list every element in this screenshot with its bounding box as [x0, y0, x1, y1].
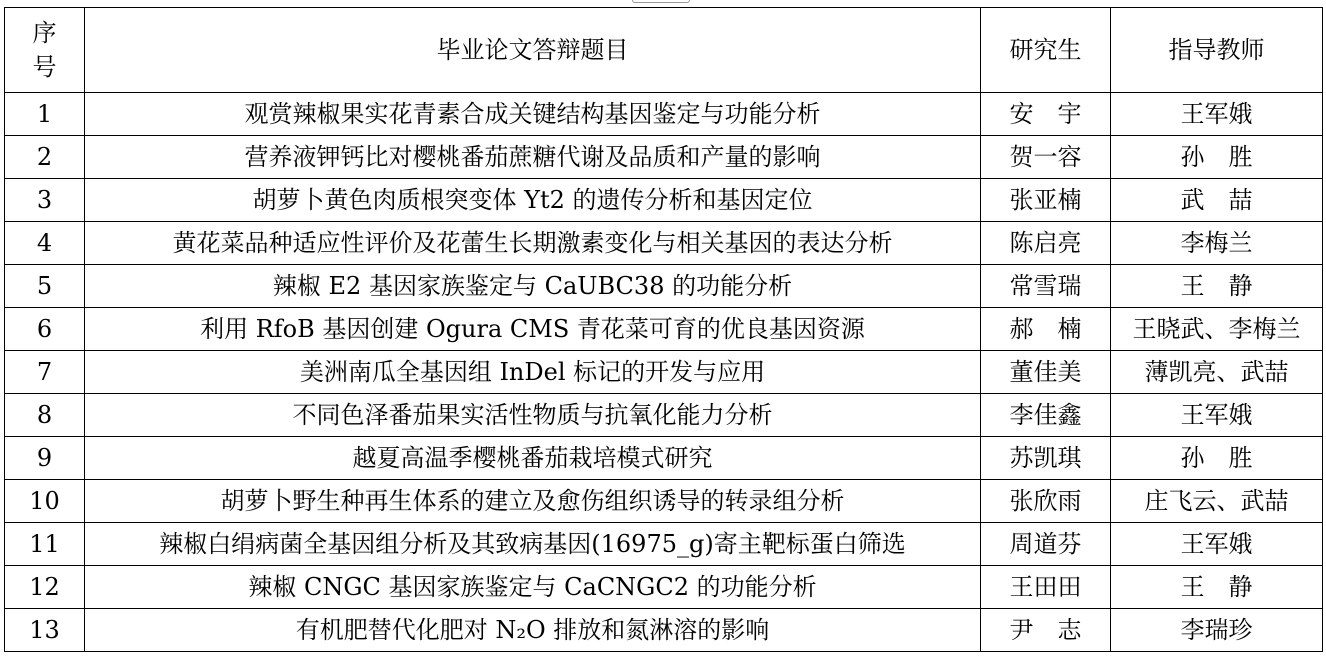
row-number: 12 [5, 566, 85, 609]
thesis-title: 辣椒 E2 基因家族鉴定与 CaUBC38 的功能分析 [85, 265, 981, 308]
thesis-title: 辣椒 CNGC 基因家族鉴定与 CaCNGC2 的功能分析 [85, 566, 981, 609]
thesis-title: 黄花菜品种适应性评价及花蕾生长期激素变化与相关基因的表达分析 [85, 222, 981, 265]
window-tab-handle [632, 0, 690, 3]
student-name: 周道芬 [981, 523, 1111, 566]
thesis-title: 不同色泽番茄果实活性物质与抗氧化能力分析 [85, 394, 981, 437]
advisor-name: 武 喆 [1111, 179, 1323, 222]
table-row [5, 351, 1323, 394]
row-number: 5 [5, 265, 85, 308]
student-name: 陈启亮 [981, 222, 1111, 265]
student-name: 张亚楠 [981, 179, 1111, 222]
row-number: 13 [5, 609, 85, 652]
table-row [5, 265, 1323, 308]
row-number: 9 [5, 437, 85, 480]
row-number: 1 [5, 93, 85, 136]
student-name: 安 宇 [981, 93, 1111, 136]
row-number: 2 [5, 136, 85, 179]
student-name: 尹 志 [981, 609, 1111, 652]
thesis-title: 胡萝卜黄色肉质根突变体 Yt2 的遗传分析和基因定位 [85, 179, 981, 222]
student-name: 郝 楠 [981, 308, 1111, 351]
advisor-name: 王军娥 [1111, 93, 1323, 136]
advisor-name: 王军娥 [1111, 523, 1323, 566]
header-student: 研究生 [981, 8, 1111, 93]
row-number: 4 [5, 222, 85, 265]
thesis-title: 利用 RfoB 基因创建 Ogura CMS 青花菜可育的优良基因资源 [85, 308, 981, 351]
student-name: 李佳鑫 [981, 394, 1111, 437]
header-title: 毕业论文答辩题目 [85, 8, 981, 93]
advisor-name: 王 静 [1111, 265, 1323, 308]
thesis-title: 营养液钾钙比对樱桃番茄蔗糖代谢及品质和产量的影响 [85, 136, 981, 179]
student-name: 王田田 [981, 566, 1111, 609]
advisor-name: 李瑞珍 [1111, 609, 1323, 652]
thesis-title: 美洲南瓜全基因组 InDel 标记的开发与应用 [85, 351, 981, 394]
header-number: 序号 [5, 8, 85, 93]
advisor-name: 王晓武、李梅兰 [1111, 308, 1323, 351]
student-name: 董佳美 [981, 351, 1111, 394]
row-number: 11 [5, 523, 85, 566]
table-row [5, 437, 1323, 480]
row-number: 3 [5, 179, 85, 222]
table-row [5, 93, 1323, 136]
table-row [5, 136, 1323, 179]
advisor-name: 王军娥 [1111, 394, 1323, 437]
thesis-defense-table [4, 7, 1323, 652]
row-number: 10 [5, 480, 85, 523]
student-name: 苏凯琪 [981, 437, 1111, 480]
table-header-row [5, 8, 1323, 93]
advisor-name: 孙 胜 [1111, 136, 1323, 179]
advisor-name: 孙 胜 [1111, 437, 1323, 480]
advisor-name: 薄凯亮、武喆 [1111, 351, 1323, 394]
thesis-title: 辣椒白绢病菌全基因组分析及其致病基因(16975_g)寄主靶标蛋白筛选 [85, 523, 981, 566]
row-number: 8 [5, 394, 85, 437]
table-row [5, 523, 1323, 566]
thesis-title: 胡萝卜野生种再生体系的建立及愈伤组织诱导的转录组分析 [85, 480, 981, 523]
thesis-title: 观赏辣椒果实花青素合成关键结构基因鉴定与功能分析 [85, 93, 981, 136]
advisor-name: 王 静 [1111, 566, 1323, 609]
thesis-title: 有机肥替代化肥对 N₂O 排放和氮淋溶的影响 [85, 609, 981, 652]
student-name: 张欣雨 [981, 480, 1111, 523]
student-name: 常雪瑞 [981, 265, 1111, 308]
table-row [5, 308, 1323, 351]
row-number: 6 [5, 308, 85, 351]
table-row [5, 179, 1323, 222]
advisor-name: 庄飞云、武喆 [1111, 480, 1323, 523]
table-row [5, 609, 1323, 652]
student-name: 贺一容 [981, 136, 1111, 179]
table-row [5, 222, 1323, 265]
table-row [5, 480, 1323, 523]
table-row [5, 566, 1323, 609]
thesis-title: 越夏高温季樱桃番茄栽培模式研究 [85, 437, 981, 480]
header-advisor: 指导教师 [1111, 8, 1323, 93]
advisor-name: 李梅兰 [1111, 222, 1323, 265]
table-row [5, 394, 1323, 437]
row-number: 7 [5, 351, 85, 394]
